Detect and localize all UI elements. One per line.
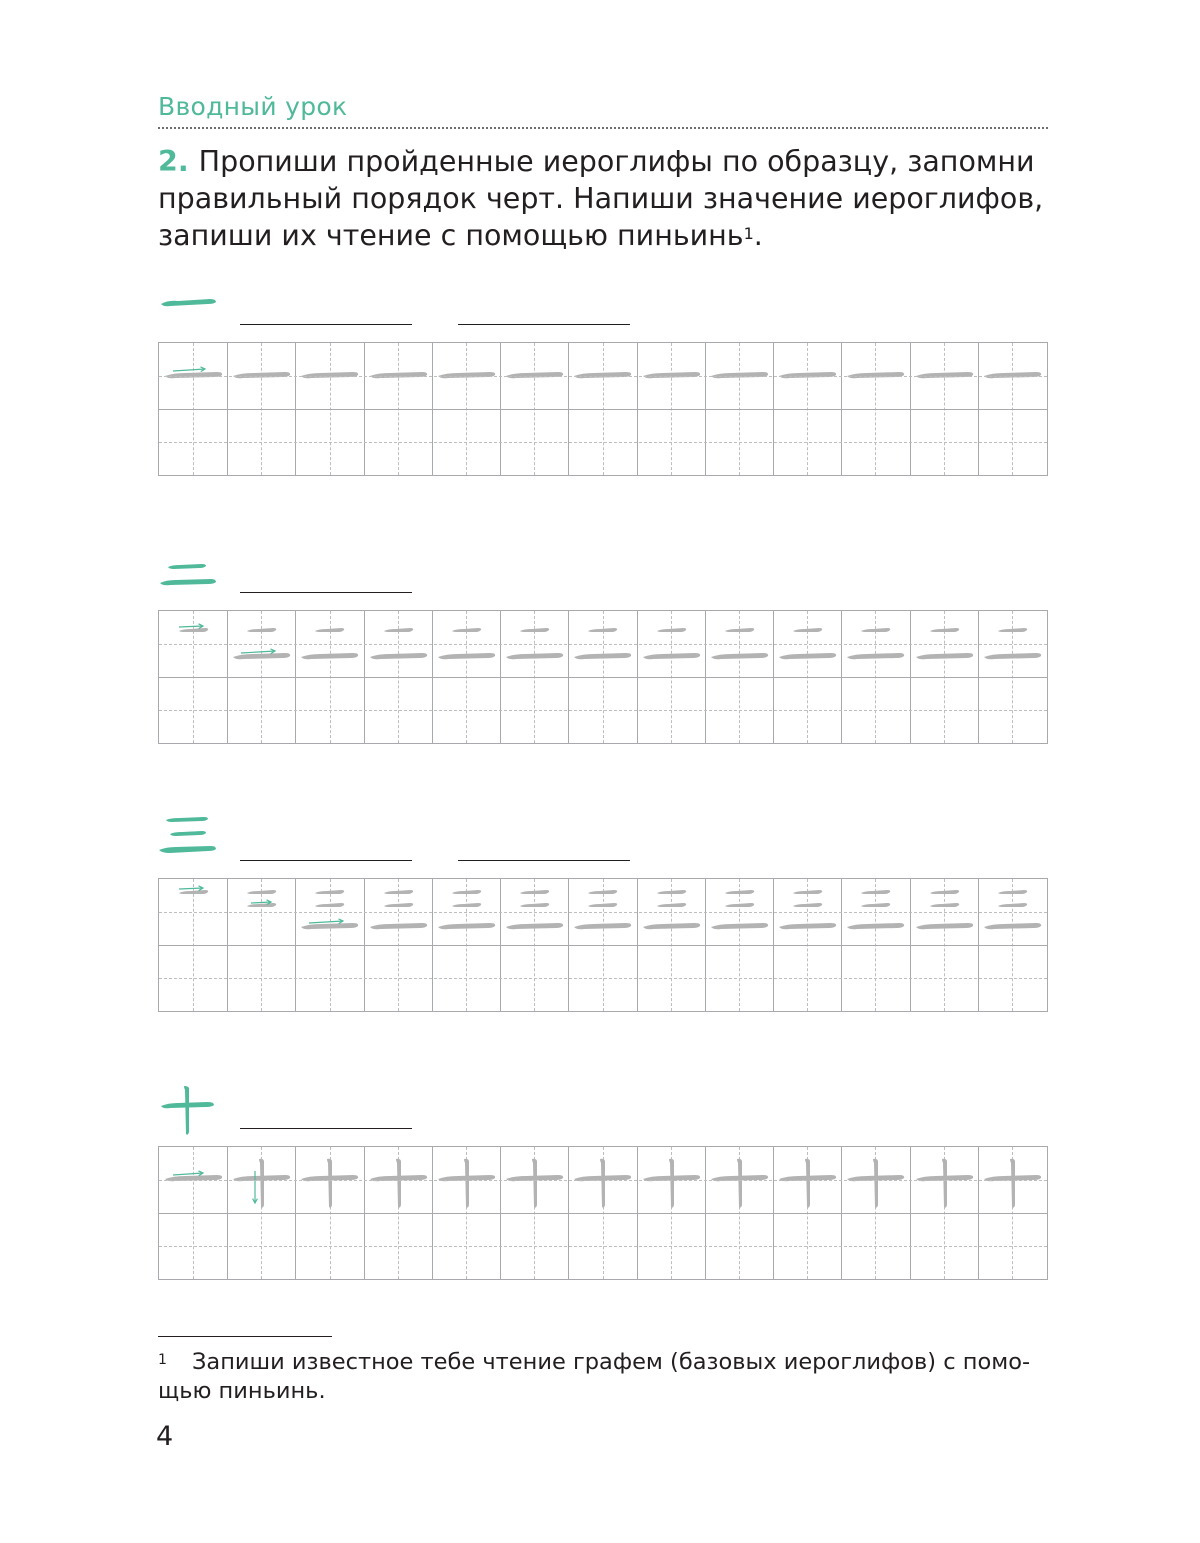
writing-cell[interactable]	[227, 1214, 296, 1280]
writing-cell[interactable]	[500, 410, 569, 476]
writing-cell[interactable]	[841, 678, 910, 744]
writing-cell[interactable]	[568, 410, 637, 476]
writing-cell[interactable]	[227, 678, 296, 744]
writing-cell[interactable]	[910, 678, 979, 744]
row-guide	[159, 912, 1047, 913]
row-guide	[159, 1180, 1047, 1181]
footnote	[158, 1348, 1050, 1406]
writing-cell[interactable]	[227, 410, 296, 476]
writing-cell[interactable]	[432, 1214, 501, 1280]
practice-grid	[158, 610, 1048, 744]
practice-grid	[158, 878, 1048, 1012]
writing-cell[interactable]	[773, 410, 842, 476]
pinyin-answer-line[interactable]	[458, 860, 630, 861]
writing-cell[interactable]	[978, 946, 1047, 1012]
writing-cell[interactable]	[432, 678, 501, 744]
writing-cell[interactable]	[705, 946, 774, 1012]
writing-cell[interactable]	[637, 946, 706, 1012]
writing-cell[interactable]	[500, 1214, 569, 1280]
writing-cell[interactable]	[841, 1214, 910, 1280]
task-end: .	[753, 219, 763, 252]
writing-cell[interactable]	[159, 946, 228, 1012]
writing-cell[interactable]	[295, 946, 364, 1012]
footnote-divider	[158, 1336, 332, 1337]
writing-cell[interactable]	[364, 678, 433, 744]
task-instruction	[158, 143, 1050, 254]
character-section-yi	[158, 292, 1050, 492]
writing-cell[interactable]	[568, 1214, 637, 1280]
writing-cell[interactable]	[773, 1214, 842, 1280]
meaning-answer-line[interactable]	[240, 324, 412, 325]
character-section-shi	[158, 1096, 1050, 1296]
writing-cell[interactable]	[364, 946, 433, 1012]
writing-cell[interactable]	[159, 1214, 228, 1280]
task-number: 2.	[158, 145, 189, 178]
writing-cell[interactable]	[568, 946, 637, 1012]
writing-cell[interactable]	[637, 678, 706, 744]
writing-cell[interactable]	[637, 1214, 706, 1280]
answer-line[interactable]	[240, 592, 412, 593]
footnote-mark: 1	[158, 1352, 167, 1368]
writing-cell[interactable]	[978, 678, 1047, 744]
writing-cell[interactable]	[295, 1214, 364, 1280]
row-guide	[159, 644, 1047, 645]
character-section-er	[158, 560, 1050, 760]
writing-cell[interactable]	[568, 678, 637, 744]
footnote-reference: 1	[743, 224, 754, 243]
writing-cell[interactable]	[159, 410, 228, 476]
answer-line[interactable]	[240, 1128, 412, 1129]
section-header: Вводный урок	[158, 92, 348, 121]
row-guide	[159, 376, 1047, 377]
header-divider	[158, 127, 1048, 129]
writing-cell[interactable]	[705, 410, 774, 476]
footnote-text: Запиши известное тебе чтение графем (базовых иероглифов) с помо-щью пиньинь.	[158, 1349, 1031, 1404]
writing-cell[interactable]	[978, 1214, 1047, 1280]
task-text: Пропиши пройденные иероглифы по образцу, запомни правильный порядок черт. Напиши значение иероглифов, запиши их чтение с помощью пиньинь	[158, 145, 1044, 252]
pinyin-answer-line[interactable]	[458, 324, 630, 325]
writing-cell[interactable]	[364, 410, 433, 476]
writing-cell[interactable]	[295, 410, 364, 476]
writing-cell[interactable]	[637, 410, 706, 476]
writing-cell[interactable]	[910, 1214, 979, 1280]
writing-cell[interactable]	[841, 410, 910, 476]
writing-cell[interactable]	[910, 410, 979, 476]
writing-cell[interactable]	[159, 678, 228, 744]
writing-cell[interactable]	[773, 946, 842, 1012]
writing-cell[interactable]	[500, 946, 569, 1012]
writing-cell[interactable]	[432, 946, 501, 1012]
practice-grid	[158, 1146, 1048, 1280]
writing-cell[interactable]	[295, 678, 364, 744]
writing-cell[interactable]	[978, 410, 1047, 476]
writing-cell[interactable]	[773, 678, 842, 744]
meaning-answer-line[interactable]	[240, 860, 412, 861]
practice-grid	[158, 342, 1048, 476]
writing-cell[interactable]	[500, 678, 569, 744]
writing-cell[interactable]	[705, 678, 774, 744]
page-number: 4	[156, 1421, 174, 1452]
writing-cell[interactable]	[432, 410, 501, 476]
writing-cell[interactable]	[364, 1214, 433, 1280]
writing-cell[interactable]	[910, 946, 979, 1012]
writing-cell[interactable]	[227, 946, 296, 1012]
character-section-san	[158, 828, 1050, 1028]
writing-cell[interactable]	[841, 946, 910, 1012]
writing-cell[interactable]	[705, 1214, 774, 1280]
